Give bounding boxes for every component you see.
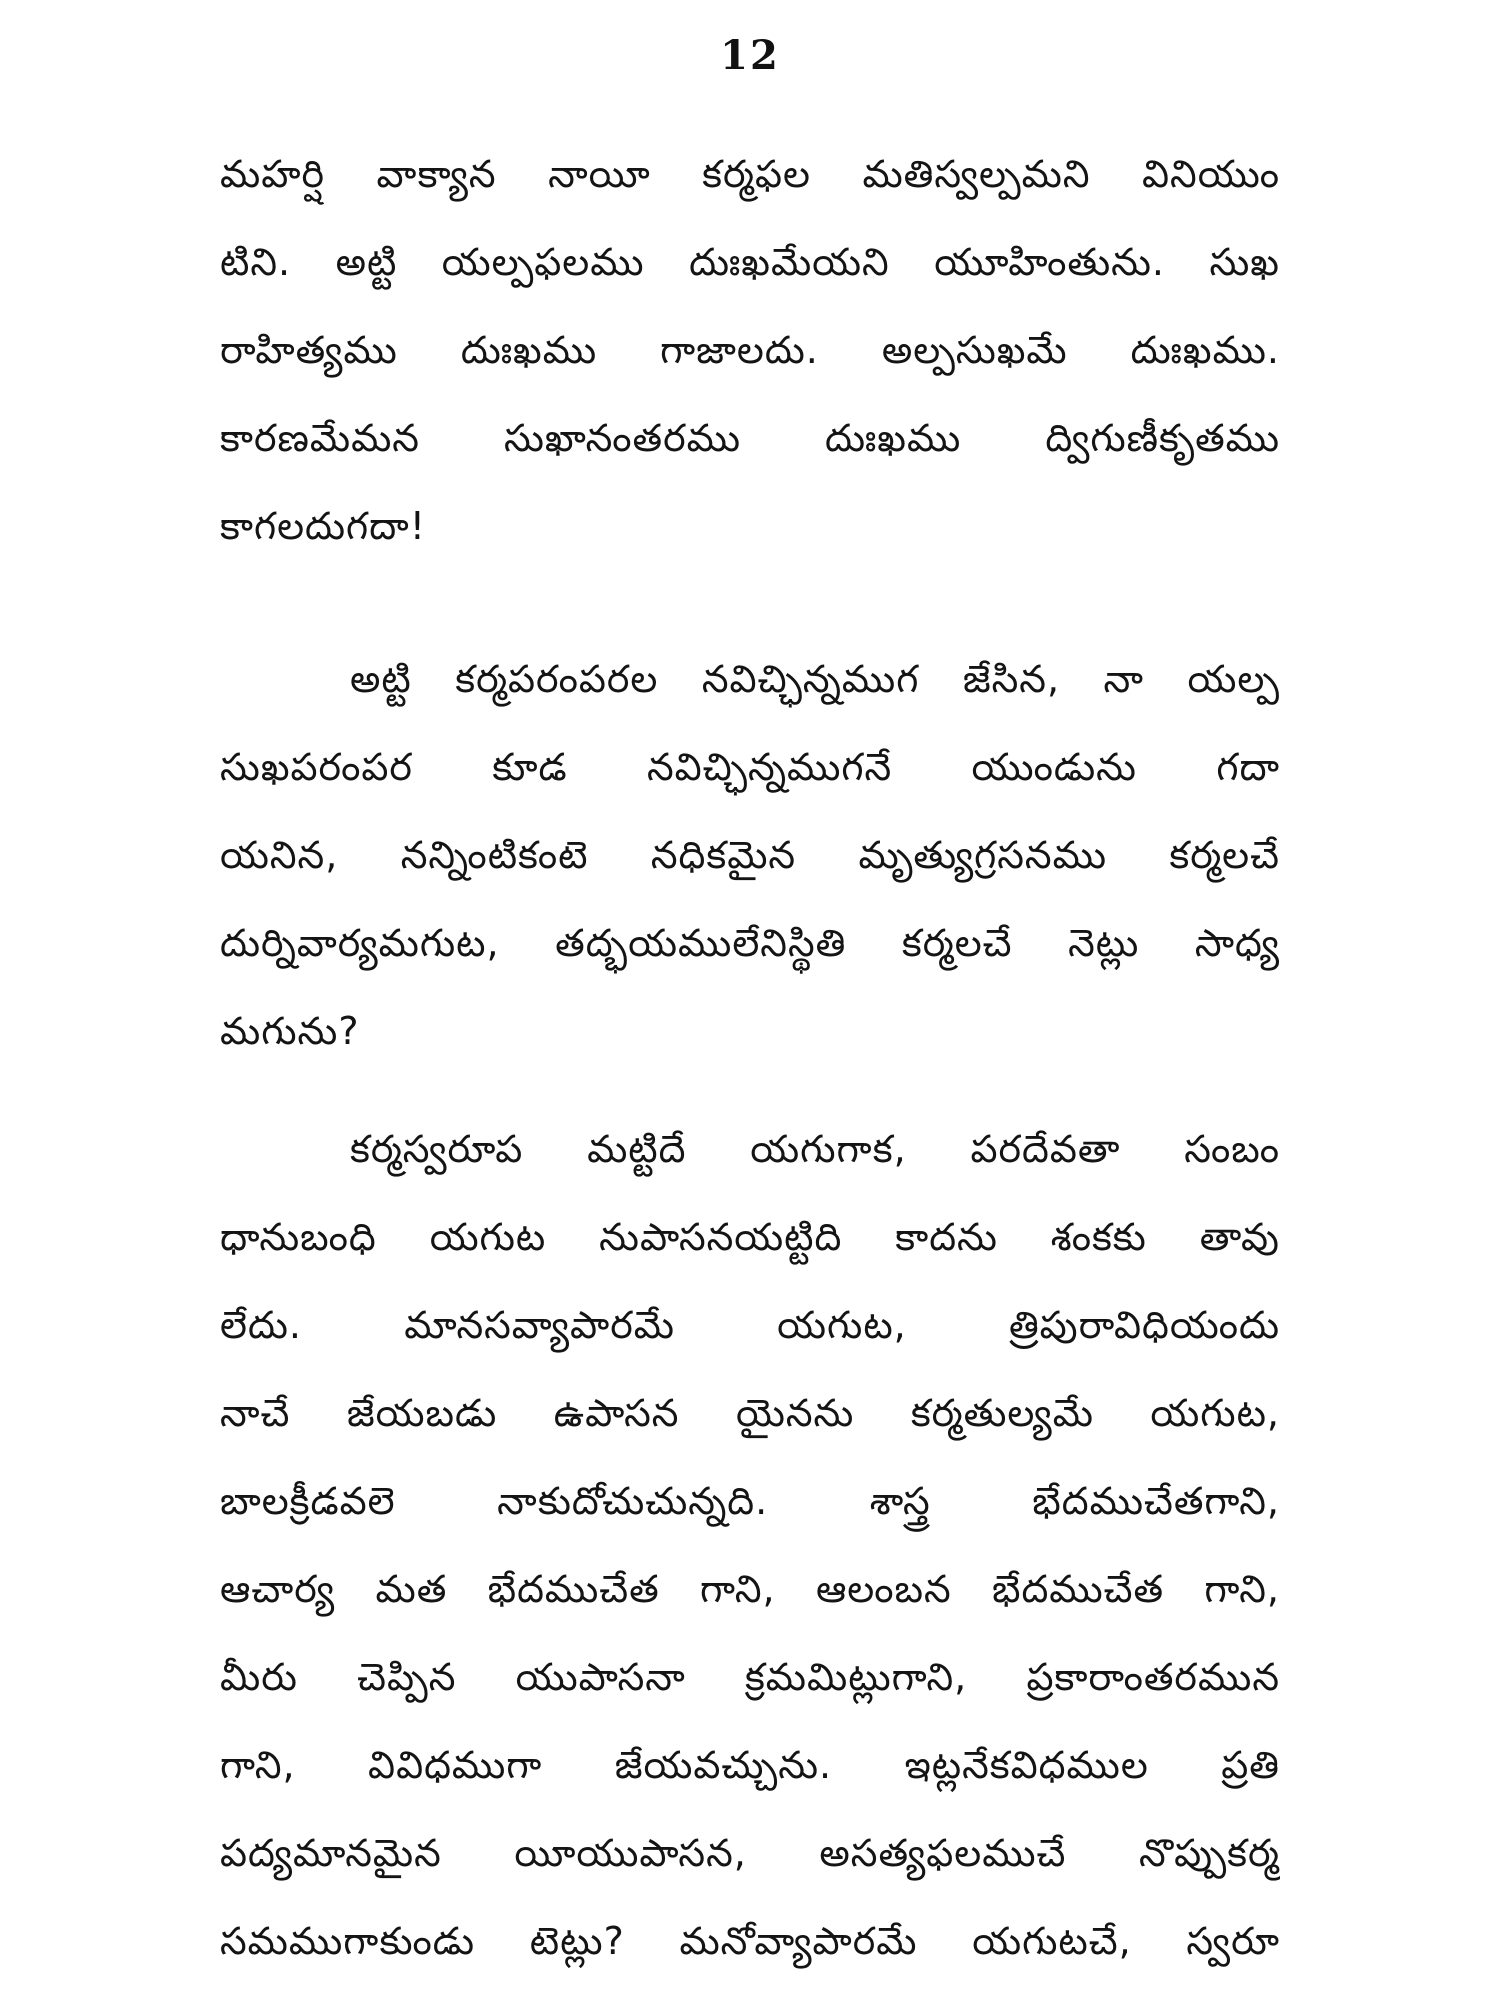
text-line: రాహిత్యము దుఃఖము గాజాలదు. అల్పసుఖమే దుఃఖము. [220, 328, 1280, 372]
text-line: నాచే జేయబడు ఉపాసన యైనను కర్మతుల్యమే యగుట, [220, 1391, 1280, 1435]
text-line: ఆచార్య మత భేదముచేత గాని, ఆలంబన భేదముచేత గాని, [220, 1567, 1280, 1611]
text-line: దుర్నివార్యమగుట, తద్భయములేనిస్థితి కర్మలచే నెట్లు సాధ్య [220, 921, 1280, 965]
text-line: బాలక్రీడవలె నాకుదోచుచున్నది. శాస్త్ర భేదముచేతగాని, [220, 1479, 1280, 1523]
text-line: టిని. అట్టి యల్పఫలము దుఃఖమేయని యూహింతును. సుఖ [220, 240, 1280, 284]
page-number: 12 [720, 32, 780, 79]
text-line: కాగలదుగదా! [220, 504, 426, 548]
text-line: లేదు. మానసవ్యాపారమే యగుట, త్రిపురావిధియందు [220, 1303, 1280, 1347]
text-line: యనిన, నన్నింటికంటె నధికమైన మృత్యుగ్రసనము కర్మలచే [220, 833, 1280, 877]
text-line: కర్మస్వరూప మట్టిదే యగుగాక, పరదేవతా సంబం [350, 1127, 1280, 1171]
text-line: కారణమేమన సుఖానంతరము దుఃఖము ద్విగుణీకృతము [220, 416, 1280, 460]
text-line: సుఖపరంపర కూడ నవిచ్ఛిన్నముగనే యుండును గదా [220, 745, 1280, 789]
text-line: గాని, వివిధముగా జేయవచ్చును. ఇట్లనేకవిధముల ప్రతి [220, 1743, 1280, 1787]
text-line: సమముగాకుండు టెట్లు? మనోవ్యాపారమే యగుటచే, స్వరూ [220, 1919, 1280, 1963]
text-line: ధానుబంధి యగుట నుపాసనయట్టిది కాదను శంకకు తావు [220, 1215, 1280, 1259]
text-line: పద్యమానమైన యీయుపాసన, అసత్యఫలముచే నొప్పుకర్మ [220, 1831, 1280, 1875]
text-line: మీరు చెప్పిన యుపాసనా క్రమమిట్లుగాని, ప్రకారాంతరమున [220, 1655, 1280, 1699]
paragraph-3 [220, 1105, 1280, 1985]
text-line: మహర్షి వాక్యాన నాయీ కర్మఫల మతిస్వల్పమని వినియుం [220, 152, 1280, 196]
paragraph-2 [220, 635, 1280, 1075]
text-line: మగును? [220, 1009, 360, 1053]
paragraph-1 [220, 130, 1280, 570]
text-line: అట్టి కర్మపరంపరల నవిచ్ఛిన్నముగ జేసిన, నా యల్ప [350, 657, 1280, 701]
